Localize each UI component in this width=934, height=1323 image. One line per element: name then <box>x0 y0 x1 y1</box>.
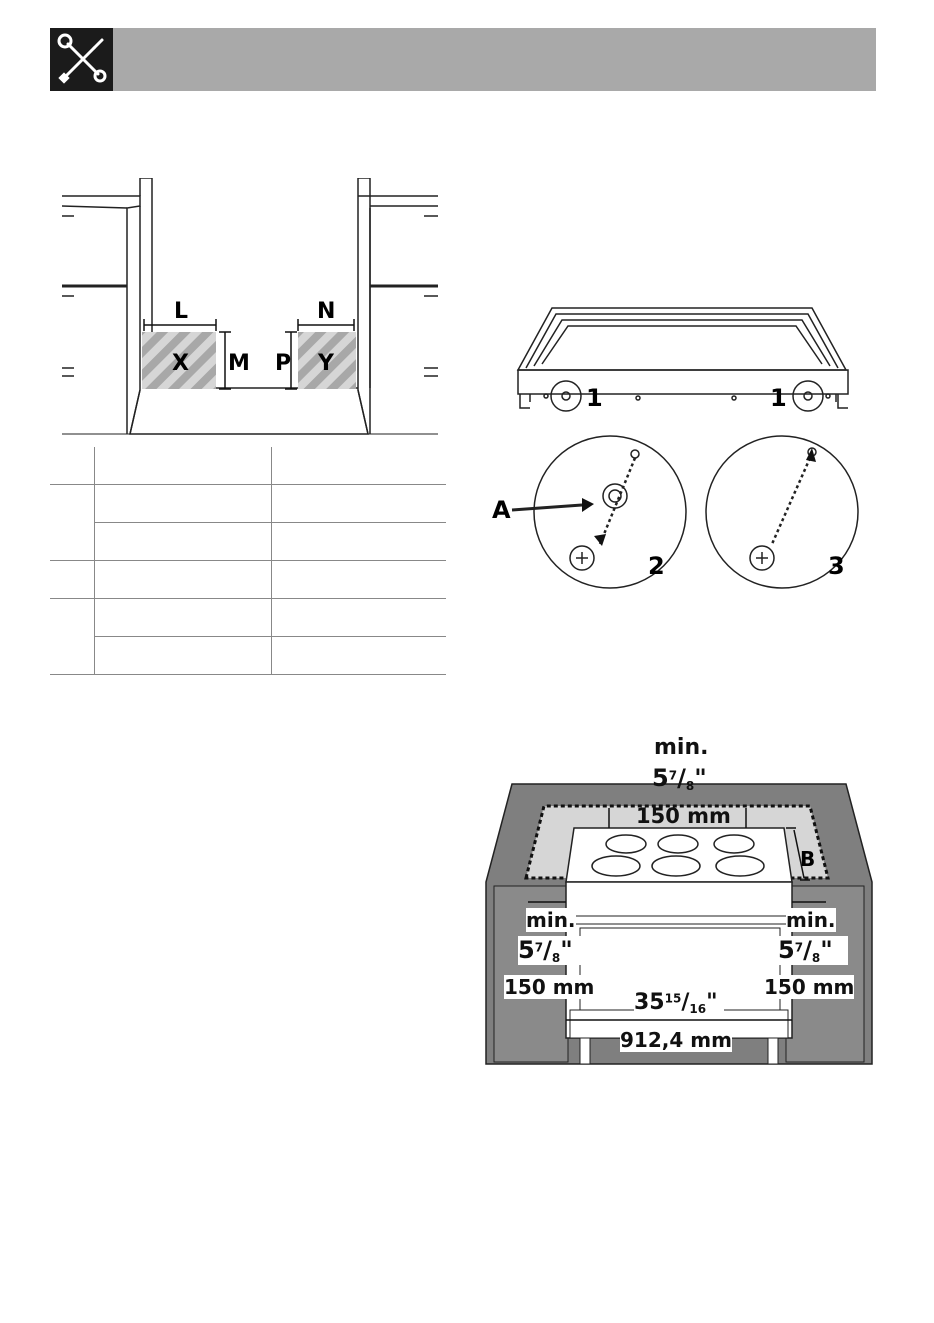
label-screw-1-left: 1 <box>586 384 603 412</box>
top-fraction <box>652 764 722 793</box>
tools-logo <box>50 28 113 91</box>
top-slash: / <box>677 764 686 792</box>
width-fraction <box>634 990 724 1016</box>
label-y: Y <box>318 351 334 376</box>
dimensions-table <box>50 447 446 675</box>
right-inch: " <box>820 936 833 964</box>
table-row <box>50 561 446 599</box>
label-step-2: 2 <box>648 552 665 580</box>
right-slash: / <box>803 936 812 964</box>
right-whole: 5 <box>778 936 795 964</box>
table-row <box>50 599 446 637</box>
left-mm-label: 150 mm <box>504 975 595 999</box>
header-bar <box>50 28 876 91</box>
top-inch: " <box>694 764 707 792</box>
left-fraction <box>518 936 588 965</box>
right-num: 7 <box>794 940 804 955</box>
wrench-screwdriver-icon <box>50 28 113 91</box>
right-den: 8 <box>811 951 821 966</box>
right-mm-label: 150 mm <box>764 975 855 999</box>
label-l: L <box>174 299 189 324</box>
cabinet-opening-diagram <box>62 178 438 444</box>
top-num: 7 <box>668 768 678 783</box>
width-den: 16 <box>689 1002 707 1017</box>
left-whole: 5 <box>518 936 535 964</box>
left-slash: / <box>543 936 552 964</box>
table-row <box>50 485 446 523</box>
table-row <box>50 523 446 561</box>
width-num: 15 <box>664 991 682 1006</box>
label-screw-1-right: 1 <box>770 384 787 412</box>
left-inch: " <box>560 936 573 964</box>
table-row <box>50 447 446 485</box>
screw-removal-diagram <box>490 300 870 594</box>
label-n: N <box>317 299 336 324</box>
label-a: A <box>492 496 511 524</box>
left-num: 7 <box>534 940 544 955</box>
label-b: B <box>800 847 816 871</box>
top-den: 8 <box>685 779 695 794</box>
label-m: M <box>228 351 250 376</box>
label-p: P <box>275 351 292 376</box>
top-whole: 5 <box>652 764 669 792</box>
left-den: 8 <box>551 951 561 966</box>
width-slash: / <box>681 990 690 1015</box>
right-min-label: min. <box>786 908 836 932</box>
right-fraction <box>778 936 848 965</box>
width-inch: " <box>706 990 718 1015</box>
top-min-label: min. <box>654 735 709 760</box>
width-mm-label: 912,4 mm <box>620 1028 732 1052</box>
left-min-label: min. <box>526 908 576 932</box>
top-mm-label: 150 mm <box>636 804 731 828</box>
label-x: X <box>172 351 189 376</box>
label-step-3: 3 <box>828 552 845 580</box>
table-row <box>50 637 446 675</box>
width-whole: 35 <box>634 990 665 1015</box>
